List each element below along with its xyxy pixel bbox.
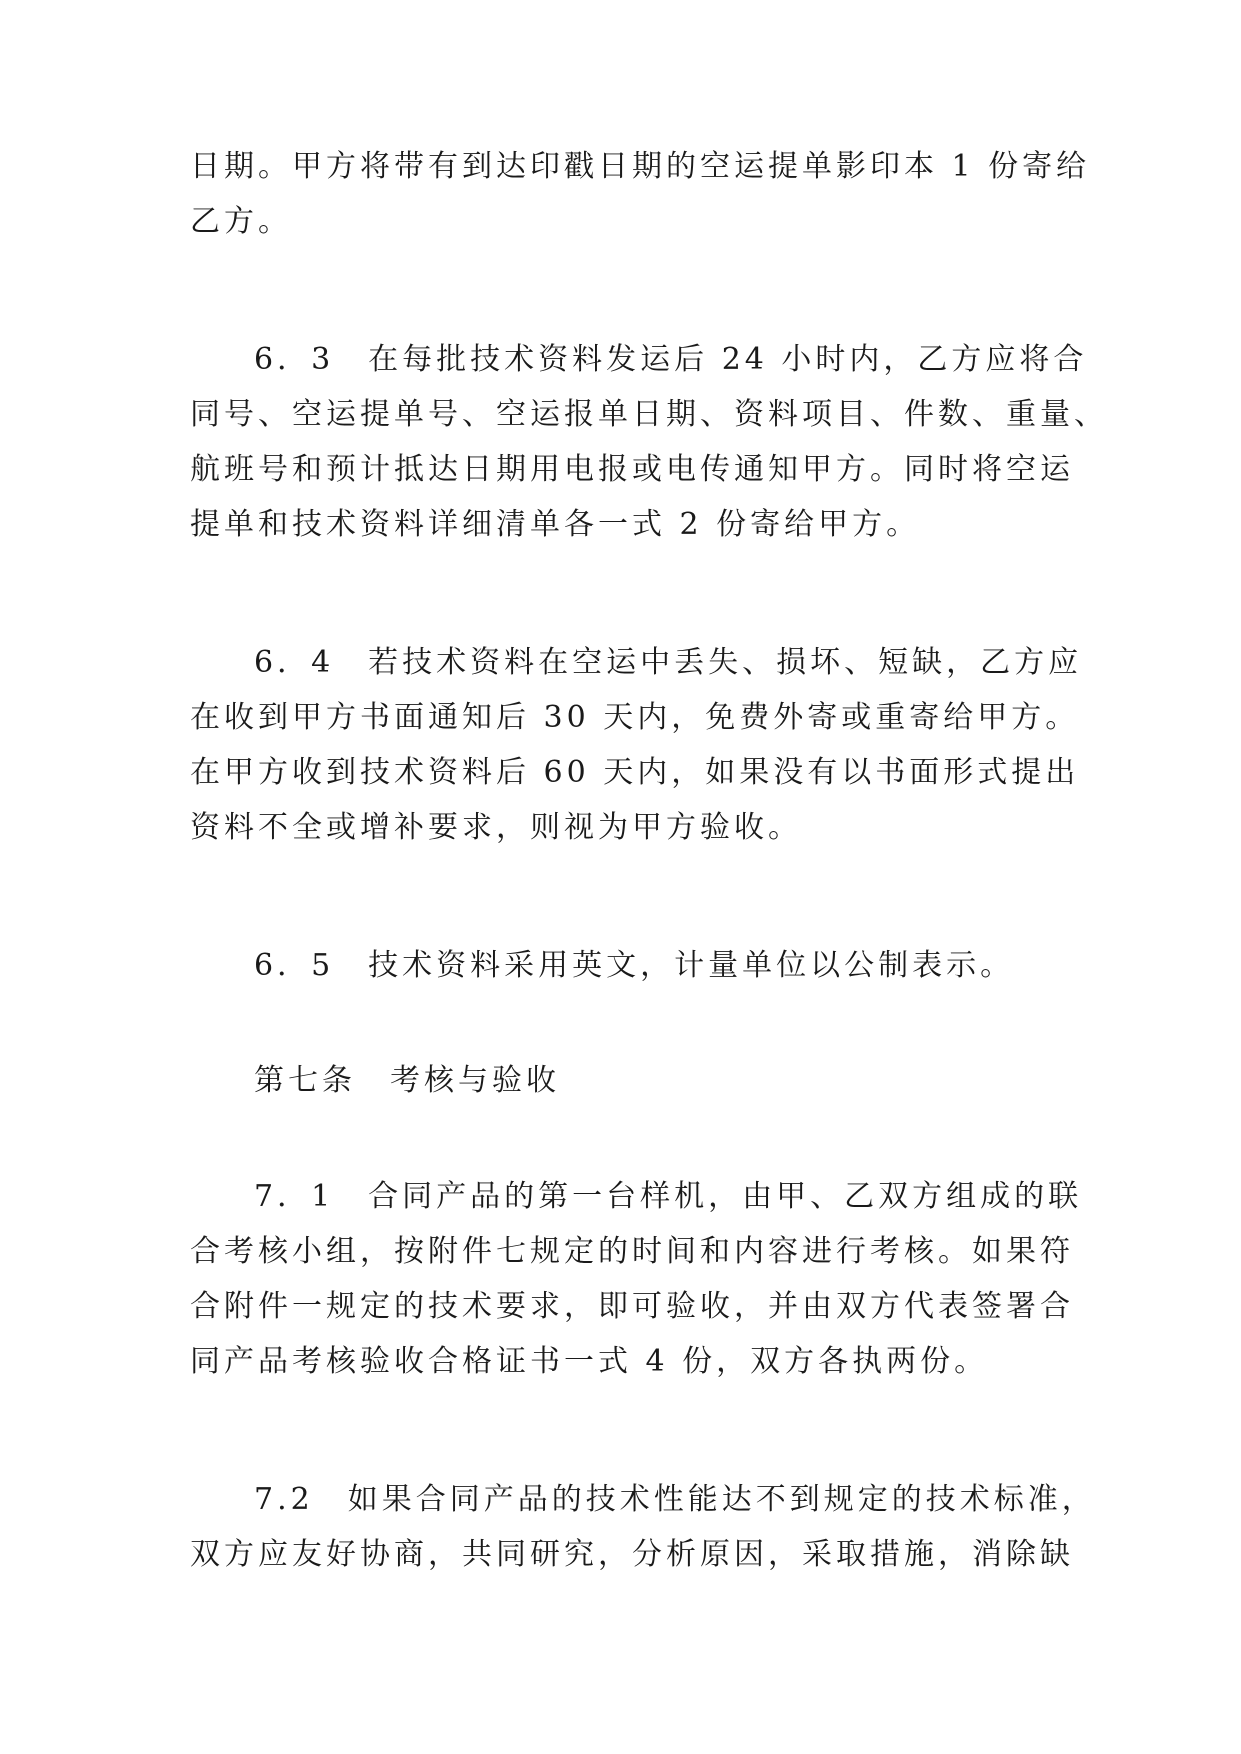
text-line: 合考核小组，按附件七规定的时间和内容进行考核。如果符 [190, 1234, 1074, 1269]
text-line: 在甲方收到技术资料后 60 天内，如果没有以书面形式提出 [190, 755, 1080, 790]
text-line: 日期。甲方将带有到达印戳日期的空运提单影印本 1 份寄给 [190, 149, 1091, 184]
text-line: 航班号和预计抵达日期用电报或电传通知甲方。同时将空运 [190, 452, 1074, 487]
text-line: 提单和技术资料详细清单各一式 2 份寄给甲方。 [190, 507, 921, 542]
text-line: 在收到甲方书面通知后 30 天内，免费外寄或重寄给甲方。 [190, 700, 1080, 735]
text-line: 资料不全或增补要求，则视为甲方验收。 [190, 810, 802, 845]
text-line: 同号、空运提单号、空运报单日期、资料项目、件数、重量、 [190, 397, 1108, 432]
article-7-heading: 第七条 考核与验收 [254, 1063, 560, 1098]
text-line: 乙方。 [190, 204, 292, 239]
clause-7-1-heading-line: 7．1 合同产品的第一台样机，由甲、乙双方组成的联 [254, 1179, 1083, 1214]
text-line: 同产品考核验收合格证书一式 4 份，双方各执两份。 [190, 1344, 989, 1379]
text-line: 合附件一规定的技术要求，即可验收，并由双方代表签署合 [190, 1289, 1074, 1324]
clause-6-5-line: 6．5 技术资料采用英文，计量单位以公制表示。 [254, 948, 1015, 983]
clause-6-4-heading-line: 6．4 若技术资料在空运中丢失、损坏、短缺，乙方应 [254, 645, 1083, 680]
clause-7-2-heading-line: 7.2 如果合同产品的技术性能达不到规定的技术标准， [254, 1482, 1096, 1517]
clause-6-3-heading-line: 6．3 在每批技术资料发运后 24 小时内，乙方应将合 [254, 342, 1088, 377]
text-line: 双方应友好协商，共同研究，分析原因，采取措施，消除缺 [190, 1537, 1074, 1572]
